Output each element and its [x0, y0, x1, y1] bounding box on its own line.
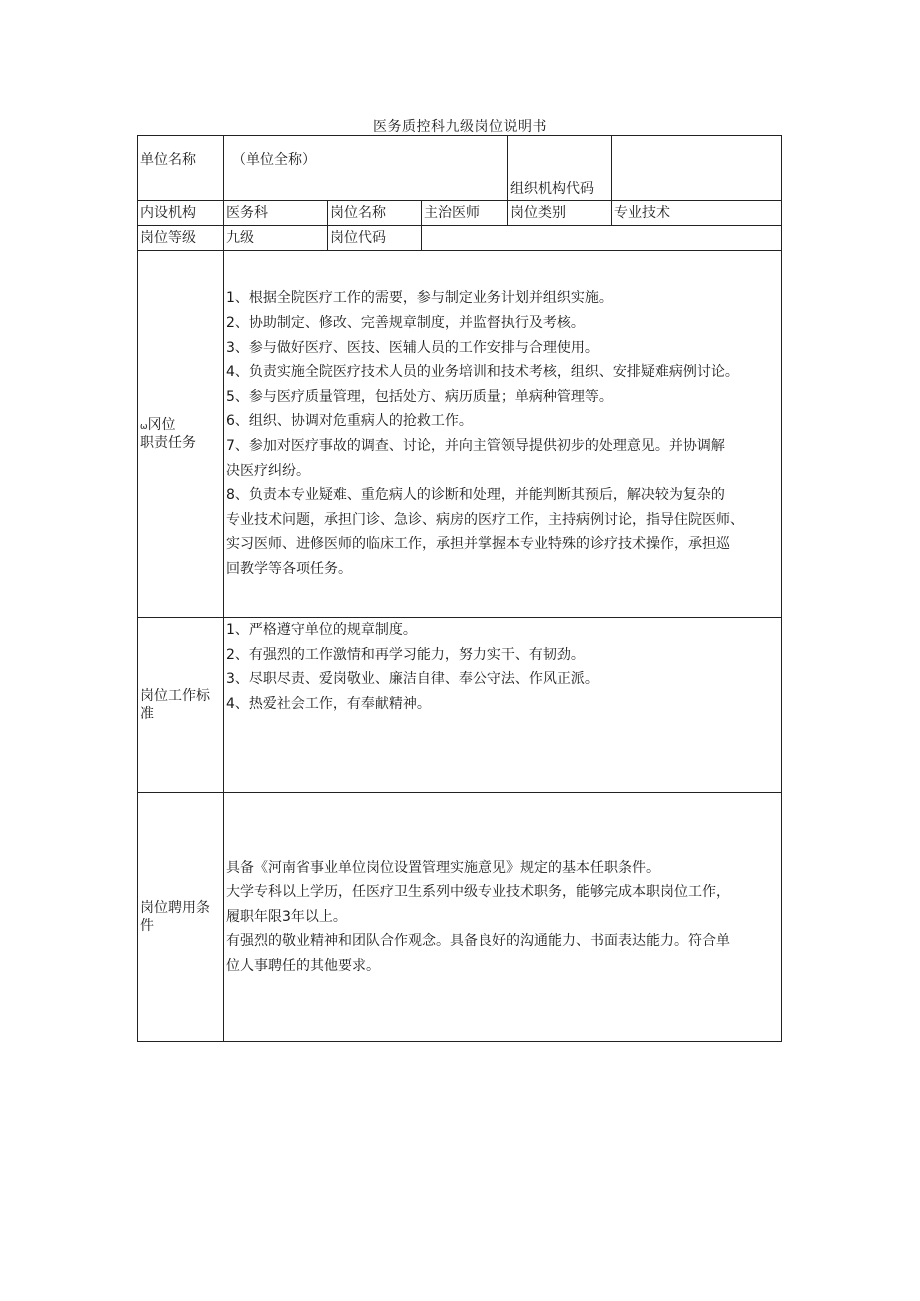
post-code-label: 岗位代码: [328, 226, 422, 251]
row-dept: [138, 201, 782, 226]
duties-label: [138, 251, 224, 618]
row-duties: [138, 251, 782, 618]
condition-line: 有强烈的敬业精神和团队合作观念。具备良好的沟通能力、书面表达能力。符合单: [226, 933, 730, 950]
unit-name-label: 单位名称: [138, 136, 224, 201]
duty-line: 8、负责本专业疑难、重危病人的诊断和处理，并能判断其预后，解决较为复杂的: [226, 487, 725, 504]
row-unit: [138, 136, 782, 201]
duties-content: [224, 251, 782, 618]
row-level: [138, 226, 782, 251]
duty-line: 回教学等各项任务。: [226, 560, 352, 577]
condition-line: 大学专科以上学历，任医疗卫生系列中级专业技术职务，能够完成本职岗位工作，: [226, 884, 730, 901]
post-type-label: 岗位类别: [508, 201, 612, 226]
standard-line: 3、尽职尽责、爱岗敬业、廉洁自律、奉公守法、作风正派。: [226, 671, 599, 688]
dept-label: 内设机构: [138, 201, 224, 226]
standard-line: 4、热爱社会工作，有奉献精神。: [226, 695, 431, 712]
duty-line: 3、参与做好医疗、医技、医辅人员的工作安排与合理使用。: [226, 339, 599, 356]
post-type-value[interactable]: 专业技术: [612, 201, 782, 226]
level-value[interactable]: 九级: [224, 226, 328, 251]
post-name-label: 岗位名称: [328, 201, 422, 226]
standards-content: [224, 618, 782, 793]
conditions-label: 岗位聘用条件: [138, 793, 224, 1042]
job-description-table: [137, 135, 782, 1042]
duty-line: 决医疗纠纷。: [226, 462, 310, 479]
org-code-label: 组织机构代码: [508, 136, 612, 201]
standard-line: 2、有强烈的工作激情和再学习能力，努力实干、有韧劲。: [226, 646, 585, 663]
post-name-value[interactable]: 主治医师: [422, 201, 508, 226]
duty-line: 4、负责实施全院医疗技术人员的业务培训和技术考核，组织、安排疑难病例讨论。: [226, 364, 739, 381]
row-conditions: [138, 793, 782, 1042]
standard-line: 1、严格遵守单位的规章制度。: [226, 622, 417, 638]
post-code-value[interactable]: [422, 226, 782, 251]
level-label: 岗位等级: [138, 226, 224, 251]
condition-line: 位人事聘任的其他要求。: [226, 957, 380, 974]
duties-label-line2: 职责任务: [140, 435, 196, 451]
unit-name-value[interactable]: （单位全称）: [224, 136, 508, 201]
dept-value[interactable]: 医务科: [224, 201, 328, 226]
condition-line: 具备《河南省事业单位岗位设置管理实施意见》规定的基本任职条件。: [226, 859, 660, 876]
duties-label-line1: 冈位: [147, 416, 176, 433]
duty-line: 2、协助制定、修改、完善规章制度，并监督执行及考核。: [226, 315, 585, 332]
document-title: 医务质控科九级岗位说明书: [373, 119, 547, 135]
duty-line: 7、参加对医疗事故的调查、讨论，并向主管领导提供初步的处理意见。并协调解: [226, 438, 725, 454]
duty-line: 专业技术问题，承担门诊、急诊、病房的医疗工作，主持病例讨论，指导住院医师、: [226, 511, 744, 528]
duty-line: 1、根据全院医疗工作的需要，参与制定业务计划并组织实施。: [226, 290, 613, 307]
org-code-value[interactable]: [612, 136, 782, 201]
duty-line: 6、组织、协调对危重病人的抢救工作。: [226, 413, 473, 430]
duty-line: 实习医师、进修医师的临床工作，承担并掌握本专业特殊的诊疗技术操作，承担巡: [226, 536, 730, 553]
duties-label-prefix: ω: [140, 421, 148, 432]
duty-line: 5、参与医疗质量管理，包括处方、病历质量；单病种管理等。: [226, 388, 613, 405]
conditions-content: [224, 793, 782, 1042]
row-standards: [138, 618, 782, 793]
standards-label: 岗位工作标准: [138, 618, 224, 793]
condition-line: 履职年限3年以上。: [226, 908, 347, 925]
